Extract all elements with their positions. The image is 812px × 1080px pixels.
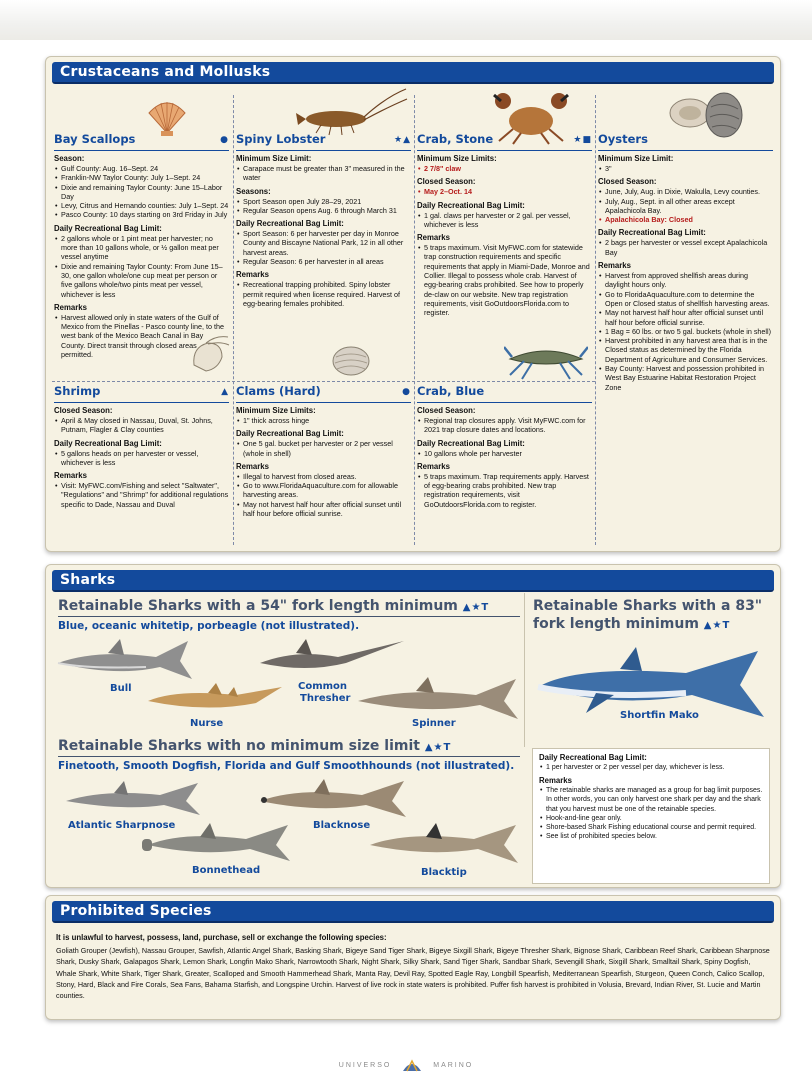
harvest-symbol: ▲	[221, 387, 229, 397]
nurse-shark-illustration	[146, 677, 286, 723]
magazine-logo-icon	[401, 1055, 423, 1075]
blacknose-illustration	[258, 777, 408, 821]
stone-crab-section	[417, 132, 592, 318]
shrimp-title: Shrimp	[54, 384, 101, 398]
bag-limit-heading: Daily Recreational Bag Limit:	[236, 219, 344, 229]
prohibited-species-list: Goliath Grouper (Jewfish), Nassau Grouper, Sawfish, Atlantic Angel Shark, Basking Shark, Bigeye Sand Tiger Shark, Bigeye Sixgill Shark, Bigeye Thresher Shark, Bignose Shark, Caribbean Reef Shark, Caribbean Sharpnose Shark, Dusky Shark, Galapagos Shark, Lemon Shark, Longfin Mako Shark, Narrowtooth Shark, Night Shark, Silky Shark, Sand Tiger Shark, Sandbar Shark, Sevengill Shark, Sixgill Shark, Smalltail Shark, Spiny Dogfish, Whale Shark, White Shark, Tiger Shark, Greater, Scalloped and Smooth Hammerhead Shark, Manta Ray, Devil Ray, Spotted Eagle Ray, Longbill Spearfish, Mediterranean Spearfish, Sturgeon, Queen Conch, Calico Scallop, Stony, Hard, Black and Fire Corals, Sea Fans, Bahama Starfish, and Longspine Urchin. Harvest of live rock in state waters is prohibited. Puffer fish harvest is prohibited in Volusia, Brevard, Indian River, St. Lucie and Martin counties.	[56, 946, 770, 1001]
spiny-lobster-section	[236, 132, 411, 308]
list-item: • Pasco County: 10 days starting on 3rd Friday in July	[54, 210, 229, 219]
clam-illustration	[331, 343, 371, 377]
closed-season-heading: Closed Season:	[417, 177, 476, 187]
footer-right: MARINO	[433, 1061, 474, 1069]
list-item: • Gulf County: Aug. 16–Sept. 24	[54, 164, 229, 173]
remarks-heading: Remarks	[598, 261, 631, 271]
list-item: • Franklin-NW Taylor County: July 1–Sept. 24	[54, 173, 229, 182]
list-item: • Go to FloridaAquaculture.com to determine the Open or Closed status of shellfish harvesting areas.	[598, 290, 773, 309]
list-item: • 1" thick across hinge	[236, 416, 411, 425]
list-item: • Shore-based Shark Fishing educational course and permit required.	[539, 823, 763, 832]
bag-limit-heading: Daily Recreational Bag Limit:	[598, 228, 706, 238]
group-83-title-line2: fork length minimum ▲★T	[533, 616, 731, 632]
harvest-symbols: ▲★T	[424, 742, 452, 753]
list-item: • Sport Season open July 28–29, 2021	[236, 197, 411, 206]
oysters-illustration	[666, 89, 746, 141]
remarks-list	[54, 313, 229, 359]
closed-season-heading: Closed Season:	[417, 406, 476, 415]
no-minimum-title: Retainable Sharks with no minimum size limit ▲★T	[58, 738, 452, 754]
list-item: • 10 gallons whole per harvester	[417, 449, 592, 458]
column-divider	[233, 95, 234, 545]
list-item: • Recreational trapping prohibited. Spiny lobster permit required when license required. Harvest of egg-bearing females prohibited.	[236, 280, 411, 308]
list-item: • 5 traps maximum. Visit MyFWC.com for statewide trap construction requirements and specific requirements that apply in Miami-Dade, Monroe and Collier. Illegal to possess whole crab. Harvest of egg-bearing crabs prohibited. See how to properly de-claw on our website. New trap registration requirements, visit GoOutdoorsFlorida.com to register.	[417, 243, 592, 317]
harvest-symbol: ●	[220, 135, 229, 145]
list-item: • 2 7/8" claw	[417, 164, 592, 173]
bag-limit-heading: Daily Recreational Bag Limit:	[54, 438, 162, 448]
list-item: • Dixie and remaining Taylor County: From June 15–30, one gallon whole/one cup meat per person or five gallons whole/two pints meat per vessel, whichever is less	[54, 262, 229, 299]
blacknose-label: Blacknose	[313, 820, 371, 831]
sharks-title: Sharks	[60, 572, 116, 588]
list-item: • Harvest allowed only in state waters of the Gulf of Mexico from the Pinellas - Pasco county line, to the west bank of the Mexico Beach Canal in Bay County. Direct transit through closed areas permitted.	[54, 313, 229, 359]
oysters-section	[598, 132, 773, 392]
group-83-title-line1: Retainable Sharks with a 83"	[533, 598, 763, 614]
group-54-subtitle: Blue, oceanic whitetip, porbeagle (not illustrated).	[58, 620, 360, 632]
list-item: • May not harvest half hour after official sunset until half hour before official sunrise.	[236, 500, 411, 519]
atlantic-sharpnose-illustration	[64, 779, 204, 819]
spiny-lobster-title: Spiny Lobster	[236, 132, 326, 146]
no-minimum-subtitle: Finetooth, Smooth Dogfish, Florida and Gulf Smoothhounds (not illustrated).	[58, 760, 515, 772]
stone-crab-title: Crab, Stone	[417, 132, 494, 146]
list-item: • See list of prohibited species below.	[539, 832, 763, 841]
season-heading: Season:	[54, 154, 85, 163]
list-item: • Harvest from approved shellfish areas during daylight hours only.	[598, 271, 773, 290]
list-item: • 2 gallons whole or 1 pint meat per harvester; no more than 10 gallons whole, or ½ gallon meat per vessel anytime	[54, 234, 229, 262]
column-divider	[595, 95, 596, 545]
min-size-heading: Minimum Size Limits:	[417, 154, 497, 163]
remarks-heading: Remarks	[236, 461, 269, 471]
shark-bag-limit-box	[532, 748, 770, 884]
bay-scallops-title: Bay Scallops	[54, 132, 136, 146]
list-item: • Illegal to harvest from closed areas.	[236, 472, 411, 481]
list-item: • 2 bags per harvester or vessel except Apalachicola Bay	[598, 238, 773, 257]
blue-crab-title: Crab, Blue	[417, 384, 485, 398]
shrimp-section	[54, 384, 229, 509]
footer-left: UNIVERSO	[338, 1061, 392, 1069]
remarks-heading: Remarks	[236, 270, 269, 280]
remarks-heading: Remarks	[54, 302, 87, 312]
closed-season-heading: Closed Season:	[598, 177, 657, 187]
scallop-illustration	[146, 99, 188, 137]
bull-label: Bull	[110, 683, 132, 694]
list-item: • May 2–Oct. 14	[417, 187, 592, 196]
harvest-symbols: ▲★T	[462, 602, 490, 613]
bag-limit-heading: Daily Recreational Bag Limit:	[417, 438, 525, 448]
nurse-label: Nurse	[190, 718, 224, 729]
bag-limit-heading: Daily Recreational Bag Limit:	[54, 223, 162, 233]
list-item: • 5 traps maximum. Trap requirements apply. Harvest of egg-bearing crabs prohibited. New trap registration requirements, visit GoOutdoorsFlorida.com to register.	[417, 472, 592, 509]
prohibited-text	[56, 932, 772, 1001]
list-item: • Apalachicola Bay: Closed	[598, 215, 773, 224]
list-item: • Go to www.FloridaAquaculture.com for allowable harvesting areas.	[236, 481, 411, 500]
seasons-heading: Seasons:	[236, 186, 271, 196]
bag-limit-heading: Daily Recreational Bag Limit:	[236, 429, 344, 439]
clams-section	[236, 384, 411, 519]
bag-limit-heading: Daily Recreational Bag Limit:	[417, 200, 525, 210]
oysters-title: Oysters	[598, 132, 648, 146]
list-item: • Bay County: Harvest and possession prohibited in West Bay Estuarine Habitat Restoration Project Zone	[598, 364, 773, 392]
list-item: • May not harvest half hour after official sunset until half hour before official sunrise.	[598, 308, 773, 327]
sharks-header	[52, 570, 774, 592]
bonnethead-label: Bonnethead	[192, 865, 261, 876]
bag-limit-list	[54, 234, 229, 299]
list-item: • Sport Season: 6 per harvester per day in Monroe County and Biscayne National Park, 12 in all other harvest areas.	[236, 229, 411, 257]
common-thresher-label-2: Thresher	[300, 693, 351, 704]
column-divider	[414, 95, 415, 545]
closed-season-heading: Closed Season:	[54, 406, 113, 415]
prohibited-lead: It is unlawful to harvest, possess, land, purchase, sell or exchange the following species:	[56, 933, 387, 942]
list-item: • July, Aug., Sept. in all other areas except Apalachicola Bay.	[598, 197, 773, 216]
min-size-heading: Minimum Size Limit:	[236, 154, 312, 163]
crustaceans-panel	[45, 56, 781, 552]
shortfin-mako-label: Shortfin Mako	[620, 710, 699, 721]
remarks-heading: Remarks	[539, 776, 572, 786]
list-item: • 5 gallons heads on per harvester or vessel, whichever is less	[54, 449, 229, 468]
blue-crab-illustration	[504, 339, 588, 383]
list-item: • Visit: MyFWC.com/Fishing and select "Saltwater", "Regulations" and "Shrimp" for additional regulations specific to Dade, Nassau and Duval	[54, 481, 229, 509]
min-size-heading: Minimum Size Limit:	[598, 154, 674, 163]
clams-title: Clams (Hard)	[236, 384, 321, 398]
harvest-symbols: ▲★T	[703, 620, 731, 631]
list-item: • Regular Season opens Aug. 6 through March 31	[236, 206, 411, 215]
list-item: • Dixie and remaining Taylor County: June 15–Labor Day	[54, 183, 229, 202]
season-list	[54, 164, 229, 220]
bay-scallops-section	[54, 132, 229, 360]
crustaceans-header	[52, 62, 774, 84]
shark-divider	[524, 593, 525, 747]
crustaceans-title: Crustaceans and Mollusks	[60, 64, 271, 80]
list-item: • 1 per harvester or 2 per vessel per day, whichever is less.	[539, 763, 763, 772]
blacktip-illustration	[368, 821, 520, 867]
list-item: • 1 gal. claws per harvester or 2 gal. per vessel, whichever is less	[417, 211, 592, 230]
harvest-symbol: ●	[402, 387, 411, 397]
list-item: • The retainable sharks are managed as a group for bag limit purposes. In other words, you can only harvest one shark per day and the shark that you harvest must be one of the retainable species.	[539, 786, 763, 814]
list-item: • 3"	[598, 164, 773, 173]
list-item: • Hook-and-line gear only.	[539, 814, 763, 823]
list-item: • June, July, Aug. in Dixie, Wakulla, Levy counties.	[598, 187, 773, 196]
harvest-symbol: ★▲	[394, 135, 411, 145]
min-size-heading: Minimum Size Limits:	[236, 406, 316, 415]
spinner-label: Spinner	[412, 718, 456, 729]
group-54-title: Retainable Sharks with a 54" fork length minimum ▲★T	[58, 598, 490, 614]
list-item: • Levy, Citrus and Hernando counties: July 1–Sept. 24	[54, 201, 229, 210]
list-item: • One 5 gal. bucket per harvester or 2 per vessel (whole in shell)	[236, 439, 411, 458]
remarks-heading: Remarks	[417, 233, 450, 243]
prohibited-panel	[45, 895, 781, 1020]
prohibited-title: Prohibited Species	[60, 903, 212, 919]
remarks-heading: Remarks	[417, 461, 450, 471]
blacktip-label: Blacktip	[421, 867, 467, 878]
prohibited-header	[52, 901, 774, 923]
footer	[0, 1055, 812, 1075]
list-item: • Carapace must be greater than 3" measured in the water	[236, 164, 411, 183]
list-item: • 1 Bag = 60 lbs. or two 5 gal. buckets (whole in shell)	[598, 327, 773, 336]
common-thresher-label-1: Common	[298, 681, 348, 692]
list-item: • Harvest prohibited in any harvest area that is in the Closed status as determined by the Florida Department of Agriculture and Consumer Services.	[598, 336, 773, 364]
remarks-heading: Remarks	[54, 471, 87, 481]
atlantic-sharpnose-label: Atlantic Sharpnose	[68, 820, 176, 831]
blue-crab-section	[417, 384, 592, 509]
top-band	[0, 0, 812, 40]
spinner-shark-illustration	[356, 673, 521, 723]
bag-limit-heading: Daily Recreational Bag Limit:	[539, 753, 647, 762]
sharks-panel	[45, 564, 781, 888]
lobster-illustration	[296, 87, 408, 137]
list-item: • April & May closed in Nassau, Duval, St. Johns, Putnam, Flagler & Clay counties	[54, 416, 229, 435]
list-item: • Regular Season: 6 per harvester in all areas	[236, 257, 411, 266]
list-item: • Regional trap closures apply. Visit MyFWC.com for 2021 trap closure dates and locations.	[417, 416, 592, 435]
harvest-symbol: ★■	[573, 135, 592, 145]
